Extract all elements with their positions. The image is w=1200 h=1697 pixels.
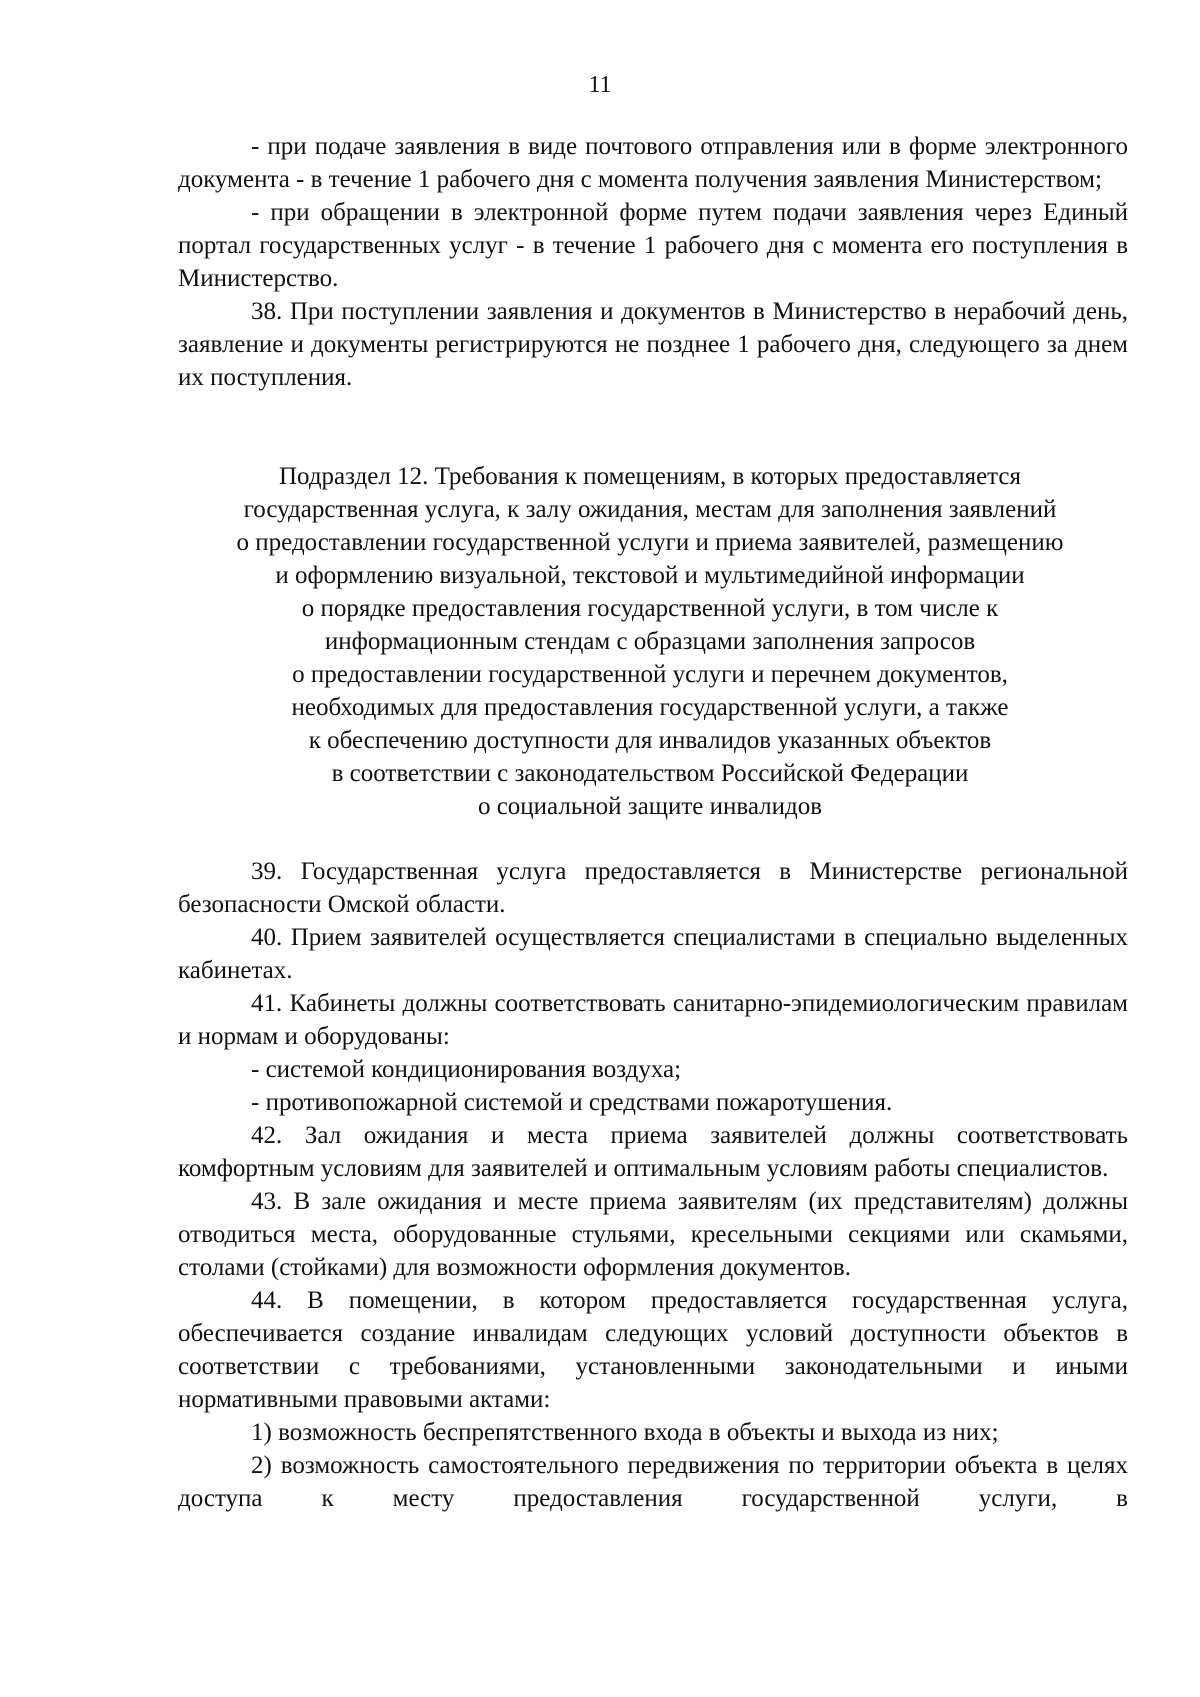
heading-line: о социальной защите инвалидов bbox=[477, 793, 823, 820]
paragraph-41: 41. Кабинеты должны соответствовать санитарно-эпидемиологическим правилам и нормам и оборудованы: bbox=[178, 990, 1128, 1050]
list-item-entrance-access: 1) возможность беспрепятственного входа в объекты и выхода из них; bbox=[251, 1419, 999, 1446]
heading-line: информационным стендам с образцами заполнения запросов bbox=[324, 628, 976, 655]
list-item-fire-protection: - противопожарной системой и средствами пожаротушения. bbox=[251, 1089, 893, 1116]
paragraph-42: 42. Зал ожидания и места приема заявителей должны соответствовать комфортным условиям для заявителей и оптимальным условиям работы специалистов. bbox=[178, 1122, 1128, 1182]
heading-line: государственная услуга, к залу ожидания, местам для заполнения заявлений bbox=[243, 496, 1057, 523]
paragraph-43: 43. В зале ожидания и месте приема заявителям (их представителям) должны отводиться места, оборудованные стульями, кресельными секциями или скамьями, столами (стойками) для возможности оформления документов. bbox=[178, 1188, 1128, 1281]
heading-line: о предоставлении государственной услуги и перечнем документов, bbox=[292, 661, 1008, 688]
page-number: 11 bbox=[588, 72, 612, 98]
paragraph-electronic-application: - при обращении в электронной форме путем подачи заявления через Единый портал государственных услуг - в течение 1 рабочего дня с момента его поступления в Министерство. bbox=[178, 199, 1128, 292]
bottom-text-block bbox=[178, 855, 1128, 1515]
top-text-block bbox=[178, 130, 1128, 394]
paragraph-44: 44. В помещении, в котором предоставляется государственная услуга, обеспечивается создание инвалидам следующих условий доступности объектов в соответствии с требованиями, установленными законодательными и иными нормативными правовыми актами: bbox=[178, 1287, 1128, 1413]
heading-line: к обеспечению доступности для инвалидов указанных объектов bbox=[308, 727, 992, 754]
paragraph-40: 40. Прием заявителей осуществляется специалистами в специально выделенных кабинетах. bbox=[178, 924, 1128, 984]
list-item-air-conditioning: - системой кондиционирования воздуха; bbox=[251, 1056, 682, 1083]
subsection-12-heading bbox=[150, 460, 1150, 823]
heading-line: о предоставлении государственной услуги и приема заявителей, размещению bbox=[236, 529, 1064, 556]
heading-line: в соответствии с законодательством Российской Федерации bbox=[331, 760, 969, 787]
list-item-independent-movement: 2) возможность самостоятельного передвижения по территории объекта в целях доступа к месту предоставления государственной услуги, в bbox=[178, 1452, 1128, 1512]
heading-line: о порядке предоставления государственной услуги, в том числе к bbox=[301, 595, 999, 622]
paragraph-postal-application: - при подаче заявления в виде почтового отправления или в форме электронного документа - в течение 1 рабочего дня с момента получения заявления Министерством; bbox=[178, 133, 1128, 193]
heading-line: и оформлению визуальной, текстовой и мультимедийной информации bbox=[275, 562, 1025, 589]
paragraph-38: 38. При поступлении заявления и документов в Министерство в нерабочий день, заявление и документы регистрируются не позднее 1 рабочего дня, следующего за днем их поступления. bbox=[178, 298, 1128, 391]
heading-line: необходимых для предоставления государственной услуги, а также bbox=[291, 694, 1009, 721]
heading-line: Подраздел 12. Требования к помещениям, в которых предоставляется bbox=[279, 463, 1021, 490]
paragraph-39: 39. Государственная услуга предоставляется в Министерстве региональной безопасности Омской области. bbox=[178, 858, 1128, 918]
